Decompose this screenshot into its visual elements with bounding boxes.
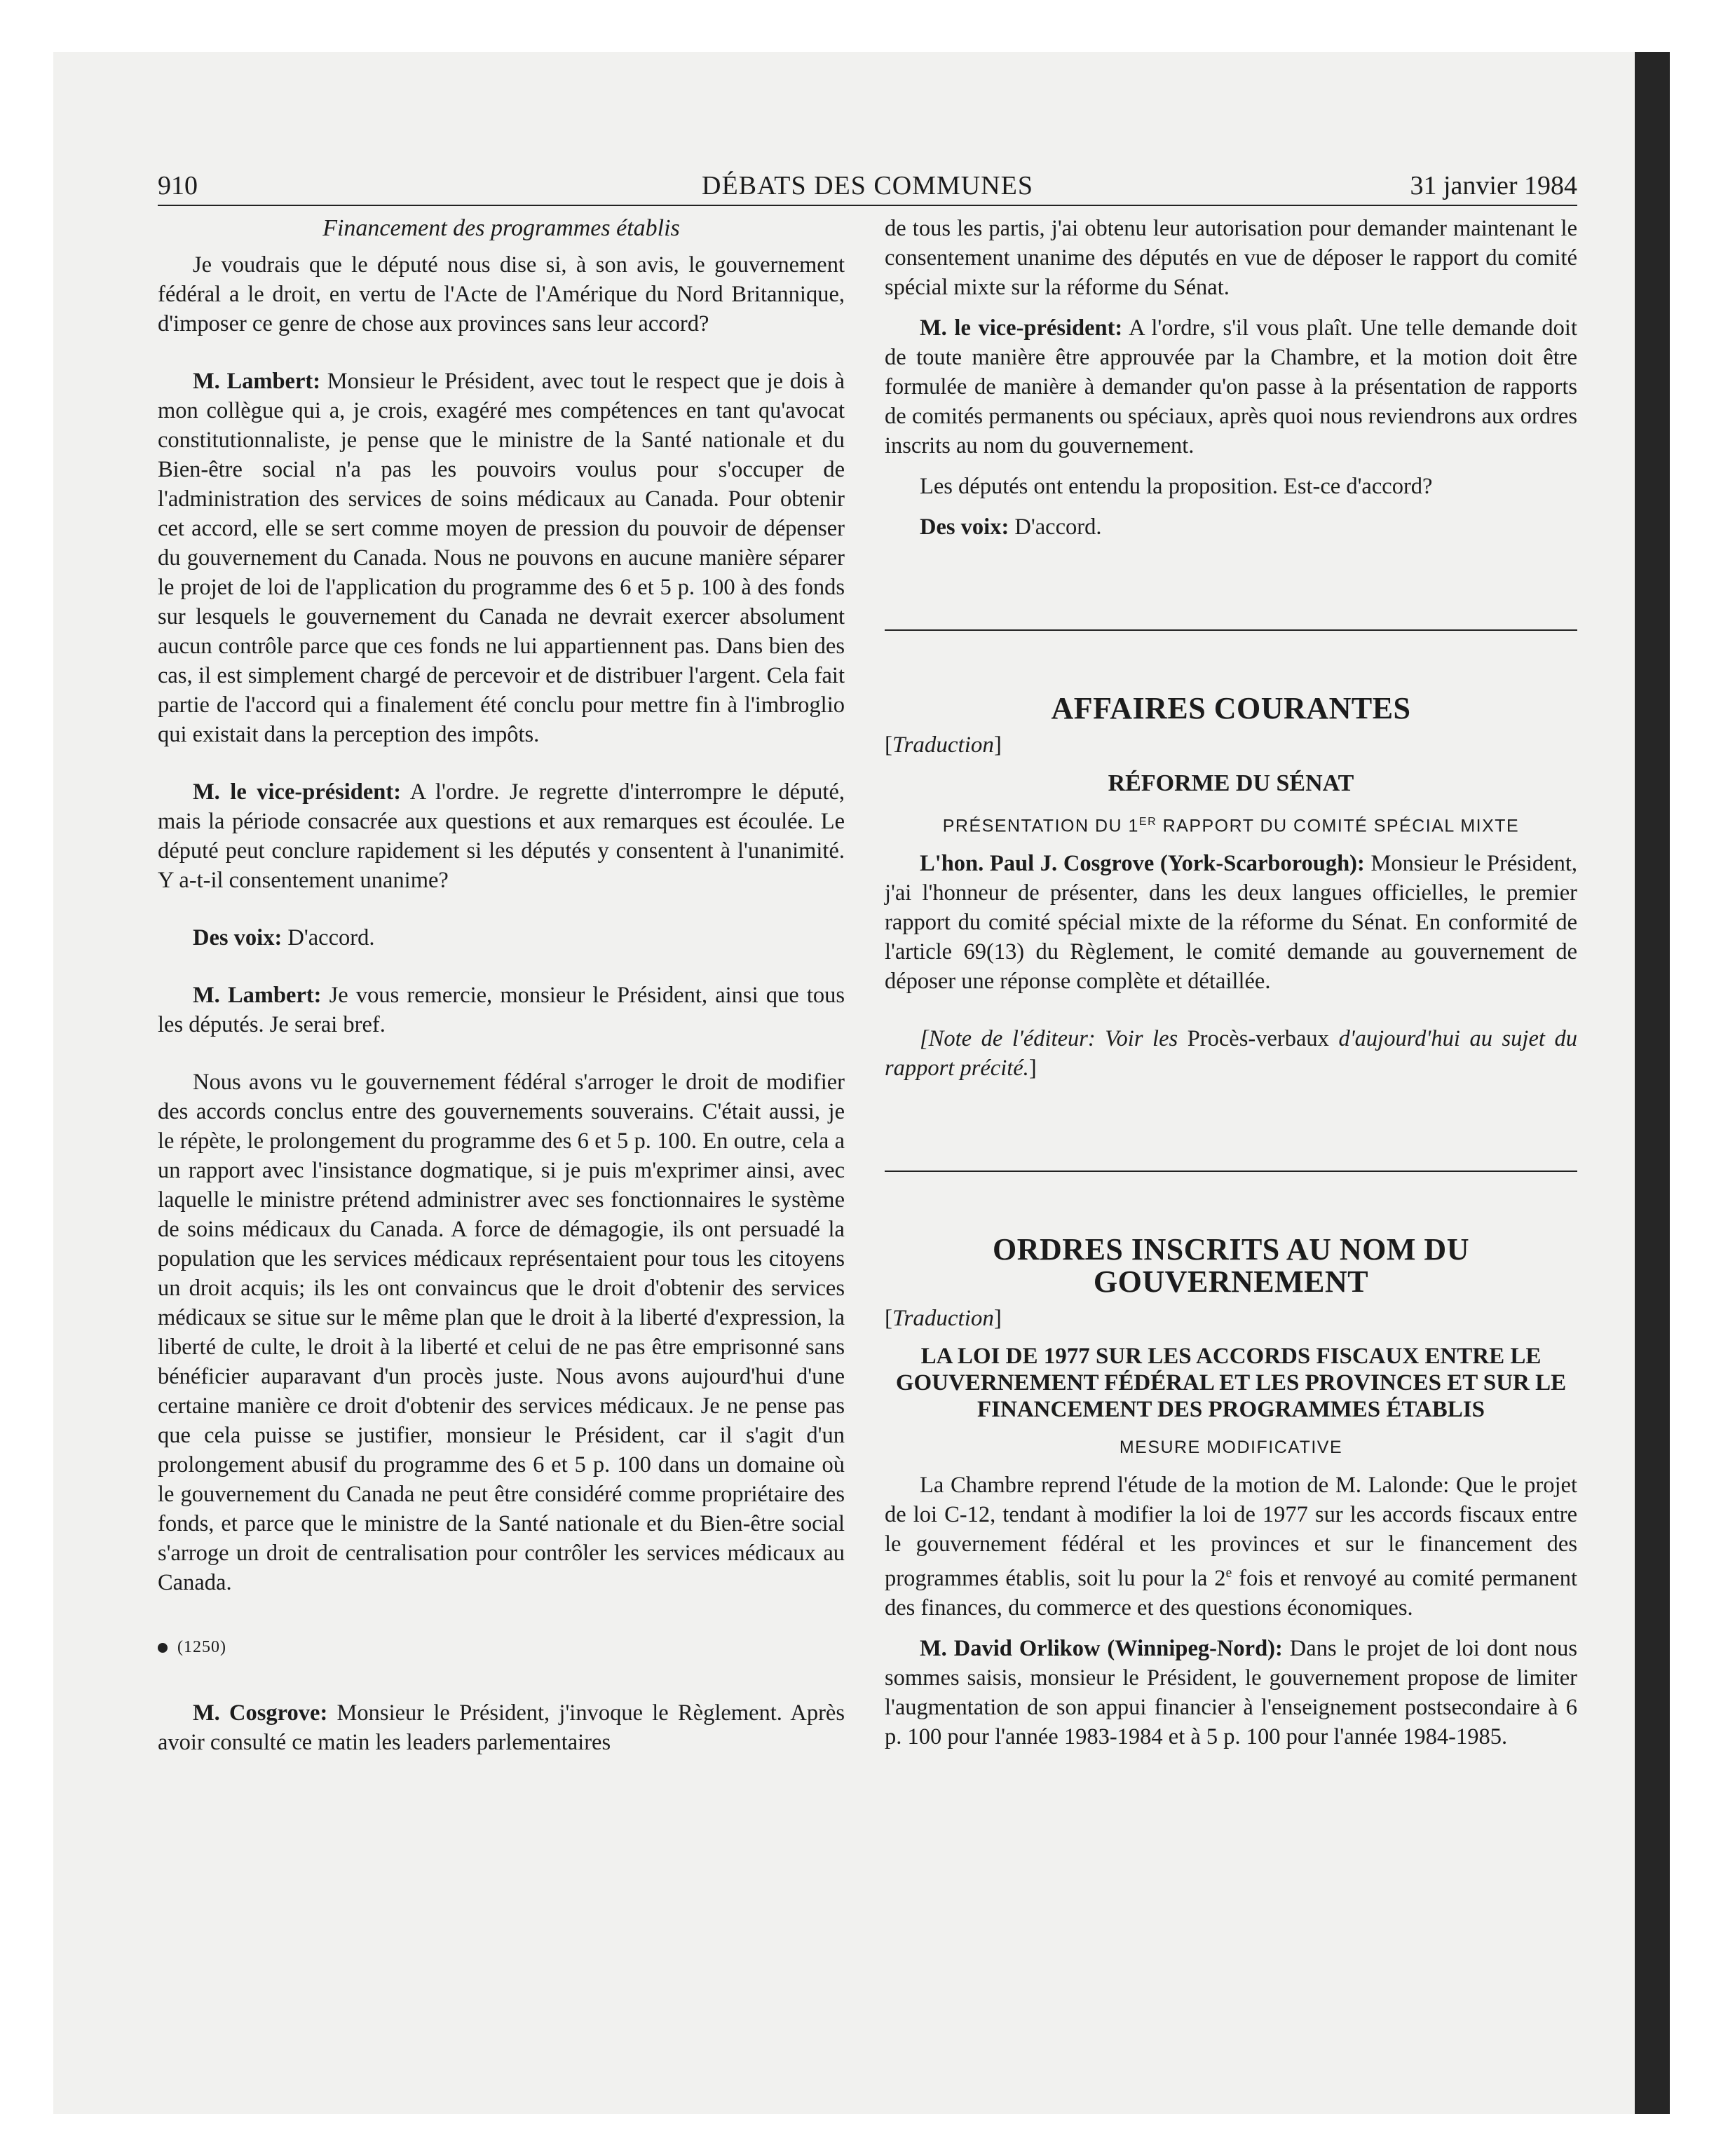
- running-subhead: Financement des programmes établis: [322, 215, 680, 241]
- motion-paragraph: La Chambre reprend l'étude de la motion de M. Lalonde: Que le projet de loi C-12, tendant à modifier la loi de 1977 sur les accords fiscaux entre le gouvernement fédéral et les provinces et sur le financement des programmes établis, soit lu pour la 2e fois et renvoyé au comité permanent des finances, du commerce et des questions économiques.: [885, 1473, 1577, 1621]
- speech-text: Dans le projet de loi dont nous sommes saisis, monsieur le Président, le gouvernement propose de limiter l'augmentation de son appui financier à l'enseignement postsecondaire à 6 p. 100 pour l'année 1983-1984 et à 5 p. 100 pour l'année 1984-1985.: [885, 1636, 1577, 1750]
- paragraph: de tous les partis, j'ai obtenu leur autorisation pour demander maintenant le consentement unanime des députés en vue de déposer le rapport du comité spécial mixte sur la réforme du Sénat.: [885, 216, 1577, 300]
- speaker-name: M. le vice-président:: [920, 315, 1123, 341]
- paragraph: Les députés ont entendu la proposition. Est-ce d'accord?: [920, 474, 1433, 499]
- right-column: [885, 214, 1577, 1752]
- speaker-name: M. le vice-président:: [193, 779, 402, 805]
- speech-cosgrove-report: [885, 849, 1577, 996]
- speech-text: D'accord.: [1009, 514, 1102, 540]
- time-marker: [158, 1637, 845, 1658]
- speech-voices: [158, 923, 845, 953]
- section-title: ORDRES INSCRITS AU NOM DU GOUVERNEMENT: [993, 1232, 1469, 1299]
- left-column: [158, 214, 845, 1757]
- speaker-name: Des voix:: [193, 925, 283, 950]
- binding-edge: [1635, 52, 1670, 2114]
- speech-vice-president: [158, 777, 845, 895]
- editor-note: [Note de l'éditeur: Voir les Procès-verbaux d'aujourd'hui au sujet du rapport précité.]: [885, 1026, 1577, 1082]
- section-title: AFFAIRES COURANTES: [1051, 691, 1411, 725]
- speech-text: Monsieur le Président, avec tout le respect que je dois à mon collègue qui a, je crois, exagéré mes compétences en tant qu'avocat constitutionnaliste, je pense que le ministre de la Santé nationale et du Bien-être social n'a pas les pouvoirs voulus pour s'occuper de l'administration des services de soins médicaux au Canada. Pour obtenir cet accord, elle se sert comme moyen de pression du pouvoir de dépenser du gouvernement du Canada. Nous ne pouvons en aucune manière séparer le projet de loi de l'application du programme des 6 et 5 p. 100 à des fonds sur lesquels le gouvernement du Canada ne devrait exercer absolument aucun contrôle parce que ces fonds ne lui appartiennent pas. Dans bien des cas, il est simplement chargé de percevoir et de distribuer l'argent. Cela fait partie de l'accord qui a finalement été conclu pour mettre fin à l'imbroglio qui existait dans la perception des impôts.: [158, 369, 845, 747]
- speech-orlikow: [885, 1634, 1577, 1752]
- speaker-name: M. Cosgrove:: [193, 1700, 328, 1726]
- speech-text: Je vous remercie, monsieur le Président, ainsi que tous les députés. Je serai bref.: [158, 983, 845, 1037]
- translation-label: Traduction: [892, 1306, 994, 1332]
- speech-voices: [885, 512, 1577, 542]
- section-divider: [885, 1171, 1577, 1172]
- subsection-title: RÉFORME DU SÉNAT: [1108, 770, 1354, 796]
- header-rule: [158, 205, 1577, 206]
- speech-lambert: [158, 367, 845, 749]
- translation-note: [Traduction]: [885, 732, 1002, 758]
- translation-note: [Traduction]: [885, 1306, 1002, 1332]
- bullet-icon: [158, 1643, 168, 1653]
- speaker-name: Des voix:: [920, 514, 1009, 540]
- bill-subtitle: MESURE MODIFICATIVE: [1119, 1438, 1343, 1458]
- translation-label: Traduction: [892, 732, 994, 758]
- speaker-name: M. Lambert:: [193, 983, 322, 1008]
- issue-date: 31 janvier 1984: [1410, 171, 1577, 200]
- speech-text: D'accord.: [282, 925, 375, 950]
- speaker-name: M. David Orlikow (Winnipeg-Nord):: [920, 1636, 1283, 1662]
- time-marker-text: (1250): [177, 1638, 226, 1656]
- speech-text: A l'ordre. Je regrette d'interrompre le député, mais la période consacrée aux questions et aux remarques est écoulée. Le député peut conclure rapidement si les députés y consentent à l'unanimité. Y a-t-il consentement unanime?: [158, 779, 845, 893]
- paragraph: Nous avons vu le gouvernement fédéral s'arroger le droit de modifier des accords conclus entre des gouvernements souverains. C'était aussi, je le répète, le prolongement du programme des 6 et 5 p. 100. En outre, cela a un rapport avec l'insistance dogmatique, si je puis m'exprimer ainsi, avec laquelle le ministre prétend administrer avec ses fonctionnaires le système de soins médicaux du Canada. A force de démagogie, ils ont persuadé la population que les services médicaux représentaient pour tous les citoyens un droit acquis; ils les ont convaincus que le droit d'obtenir des services médicaux se situe sur le même plan que le droit à la liberté d'expression, la liberté de culte, le droit à la liberté et celui de ne pas être emprisonné sans bénéficier auparavant d'un procès juste. Nous avons aujourd'hui d'une certaine manière ce droit d'obtenir des services médicaux. Je ne pense pas que cela puisse se justifier, monsieur le Président, car il s'agit d'un prolongement abusif du programme des 6 et 5 p. 100 dans un domaine où le gouvernement du Canada ne peut être considéré comme propriétaire des fonds, et parce que le ministre de la Santé nationale et du Bien-être social s'arroge un droit de centralisation pour contrôler les services médicaux au Canada.: [158, 1070, 845, 1595]
- speaker-name: L'hon. Paul J. Cosgrove (York-Scarborough):: [920, 851, 1365, 877]
- speech-cosgrove: [158, 1698, 845, 1757]
- page-number: 910: [158, 171, 198, 200]
- speech-vice-president: [885, 313, 1577, 460]
- speaker-name: M. Lambert:: [193, 369, 321, 394]
- publication-title: DÉBATS DES COMMUNES: [702, 171, 1033, 200]
- paragraph: Je voudrais que le député nous dise si, à son avis, le gouvernement fédéral a le droit, en vertu de l'Acte de l'Amérique du Nord Britannique, d'imposer ce genre de chose aux provinces sans leur accord?: [158, 252, 845, 336]
- bill-title: LA LOI DE 1977 SUR LES ACCORDS FISCAUX ENTRE LE GOUVERNEMENT FÉDÉRAL ET LES PROVINCES ET SUR LE FINANCEMENT DES PROGRAMMES ÉTABLIS: [895, 1344, 1567, 1423]
- speech-text: Monsieur le Président, j'ai l'honneur de présenter, dans les deux langues officielles, le premier rapport du comité spécial mixte de la réforme du Sénat. En conformité de l'article 69(13) du Règlement, le comité demande au gouvernement de déposer une réponse complète et détaillée.: [885, 851, 1578, 995]
- speech-text: A l'ordre, s'il vous plaît. Une telle demande doit de toute manière être approuvée par la Chambre, et la motion doit être formulée de manière à demander qu'on passe à la présentation de rapports de comités permanents ou spéciaux, après quoi nous reviendrons aux ordres inscrits au nom du gouvernement.: [885, 315, 1577, 458]
- running-header: [158, 168, 1577, 203]
- speech-text: Monsieur le Président, j'invoque le Règlement. Après avoir consulté ce matin les leaders parlementaires: [158, 1700, 845, 1755]
- speech-lambert-2: [158, 981, 845, 1039]
- report-caption: PRÉSENTATION DU 1ER RAPPORT DU COMITÉ SPÉCIAL MIXTE: [942, 816, 1520, 836]
- section-divider: [885, 629, 1577, 631]
